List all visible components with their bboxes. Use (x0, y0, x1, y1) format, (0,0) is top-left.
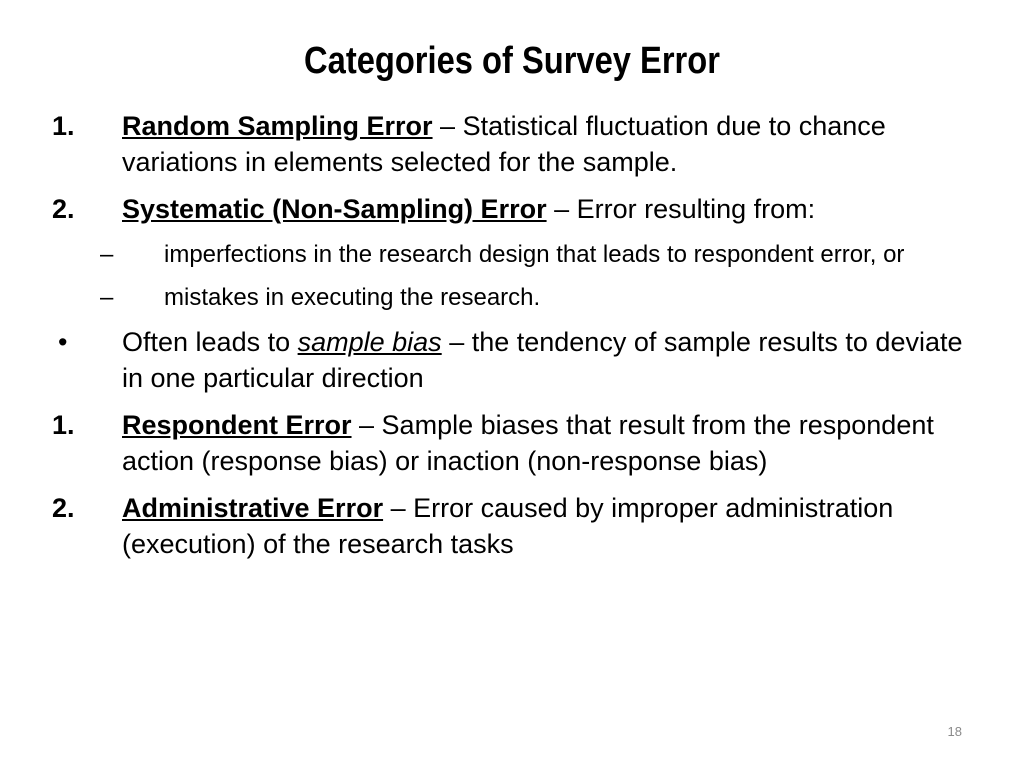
page-number: 18 (947, 724, 962, 739)
bullet-marker: • (58, 327, 68, 357)
term-systematic-error: Systematic (Non-Sampling) Error (122, 194, 547, 224)
list-item-administrative-error (52, 490, 982, 562)
item-number: 2. (52, 194, 75, 224)
term-respondent-error: Respondent Error (122, 410, 352, 440)
term-administrative-error: Administrative Error (122, 493, 384, 523)
item-number: 1. (52, 410, 75, 440)
item-description: – Error resulting from: (546, 194, 816, 224)
item-description: – Sample biases that result from the respondent action (response bias) or inaction (non-response bias) (122, 410, 934, 476)
term-sample-bias: sample bias (297, 327, 442, 357)
item-description: – Statistical fluctuation due to chance variations in elements selected for the sample. (122, 111, 886, 177)
item-number: 1. (52, 111, 75, 141)
slide-content (52, 108, 982, 573)
dash-marker: – (100, 241, 114, 268)
term-random-sampling-error: Random Sampling Error (122, 111, 433, 141)
item-text-before: Often leads to (122, 327, 298, 357)
list-item-random-sampling-error (52, 108, 982, 180)
item-description: – Error caused by improper administration (execution) of the research tasks (122, 493, 894, 559)
sub-item-text: imperfections in the research design that leads to respondent error, or (164, 241, 905, 268)
sub-item-text: mistakes in executing the research. (164, 284, 541, 311)
list-item-systematic-error (52, 191, 982, 227)
slide-title: Categories of Survey Error (304, 40, 720, 82)
item-number: 2. (52, 493, 75, 523)
sub-item-execution-mistakes (52, 281, 982, 314)
sub-item-research-design (52, 238, 982, 271)
dash-marker: – (100, 284, 114, 311)
list-item-respondent-error (52, 407, 982, 479)
item-text-after: – the tendency of sample results to deviate in one particular direction (122, 327, 963, 393)
list-item-sample-bias (52, 324, 982, 396)
